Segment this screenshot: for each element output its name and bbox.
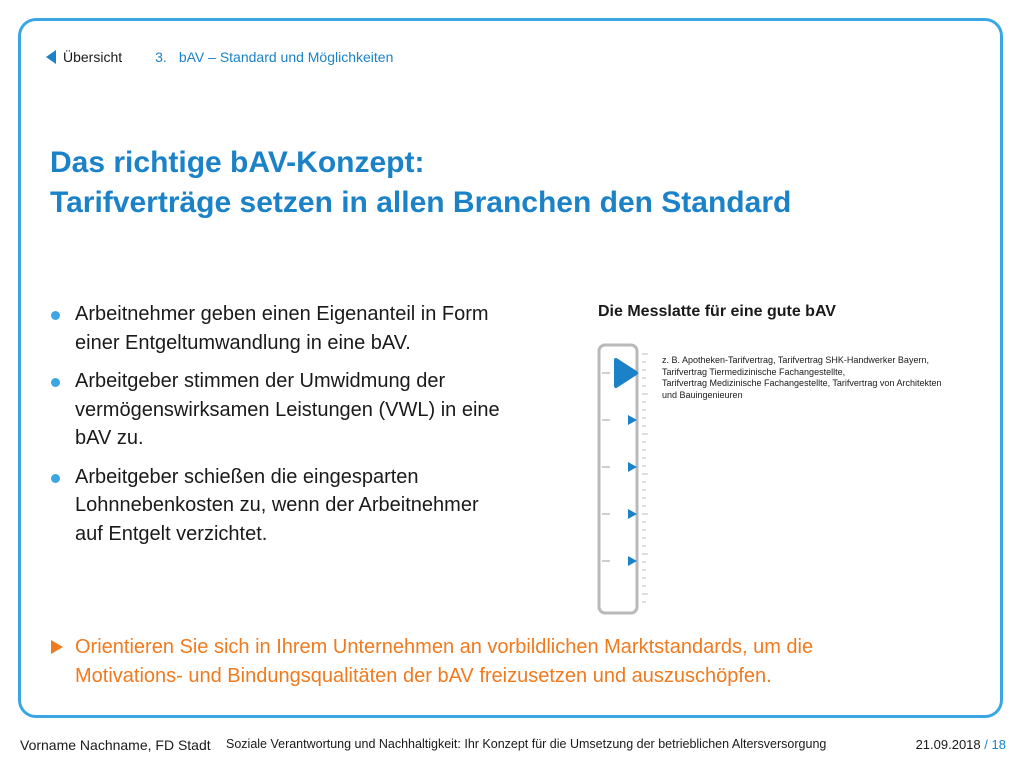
overview-label: Übersicht <box>63 49 123 65</box>
overview-back-link[interactable] <box>46 49 122 65</box>
bullet-item <box>50 300 510 357</box>
bullet-text: Arbeitnehmer geben einen Eigenanteil in Form einer Entgeltumwandlung in eine bAV. <box>75 303 489 354</box>
breadcrumb-number: 3. <box>155 49 167 65</box>
bullet-text: Arbeitgeber schießen die eingesparten Lohnnebenkosten zu, wenn der Arbeitnehmer auf Entgelt verzichtet. <box>75 465 479 545</box>
breadcrumb <box>155 49 393 65</box>
bullet-item <box>50 367 510 453</box>
bullet-dot-icon <box>51 378 60 387</box>
measuring-stick-icon <box>590 340 660 618</box>
footer-author: Vorname Nachname, FD Stadt <box>20 737 211 753</box>
footer-date: 21.09.2018 <box>915 737 981 752</box>
bullet-text: Arbeitgeber stimmen der Umwidmung der vermögenswirksamen Leistungen (VWL) in eine bAV zu. <box>75 370 500 449</box>
bullet-dot-icon <box>51 311 60 320</box>
navigation-bar <box>46 47 393 67</box>
orange-play-arrow-icon <box>50 639 64 655</box>
footer-separator: / <box>984 737 988 752</box>
footer-page-number: 18 <box>991 737 1006 752</box>
gauge-note-line: Tarifvertrag Tiermedizinische Fachangestellte, <box>662 366 846 377</box>
conclusion-line-1: Orientieren Sie sich in Ihrem Unternehmen an vorbildlichen Marktstandards, um die <box>75 636 814 658</box>
conclusion-line-2: Motivations- und Bindungsqualitäten der bAV freizusetzen und auszuschöpfen. <box>75 665 772 687</box>
gauge-note-line: z. B. Apotheken-Tarifvertrag, Tarifvertrag SHK-Handwerker Bayern, <box>662 355 929 365</box>
page-title <box>50 143 791 223</box>
footer-subject: Soziale Verantwortung und Nachhaltigkeit: Ihr Konzept für die Umsetzung der betrieblichen Altersversorgung <box>226 737 827 751</box>
back-triangle-icon <box>46 50 56 64</box>
page-title-line-1: Das richtige bAV-Konzept: <box>50 146 425 179</box>
bullet-item <box>50 463 510 549</box>
page-title-line-2: Tarifverträge setzen in allen Branchen den Standard <box>50 186 792 219</box>
gauge-note-line: und Bauingenieuren <box>662 389 743 400</box>
gauge-note-line: Tarifvertrag Medizinische Fachangestellte, Tarifvertrag von Architekten <box>662 378 942 388</box>
footer-page-info <box>916 737 1006 752</box>
conclusion <box>50 633 990 691</box>
gauge-note <box>662 355 992 401</box>
gauge-title: Die Messlatte für eine gute bAV <box>598 303 836 320</box>
bullet-list <box>50 300 510 558</box>
bullet-dot-icon <box>51 474 60 483</box>
breadcrumb-text: bAV – Standard und Möglichkeiten <box>178 49 394 65</box>
